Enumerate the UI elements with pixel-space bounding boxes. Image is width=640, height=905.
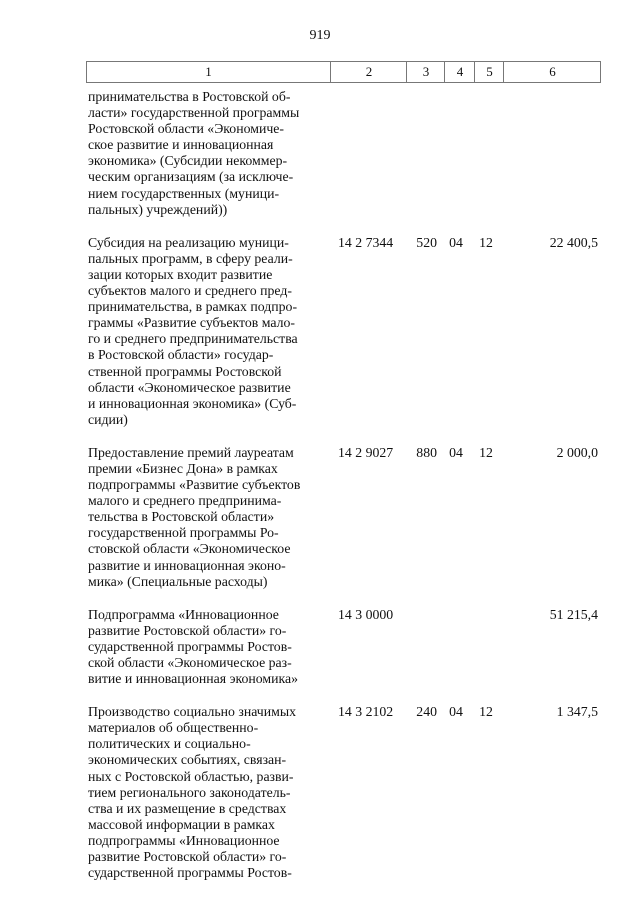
description-line: ласти» государственной программы [88,105,300,121]
description-line: граммы «Развитие субъектов мало- [88,315,295,331]
table-row [88,607,603,687]
subsection-code: 12 [479,704,493,720]
table-row [88,89,603,218]
description-line: зации которых входит развитие [88,266,273,282]
description-line: ства и их размещение в средствах [88,800,287,816]
amount: 51 215,4 [549,606,598,622]
page-number: 919 [309,28,331,43]
subsection-code: 12 [479,444,493,460]
table-row [88,704,603,881]
description-line: развитие Ростовской области» го- [88,622,287,638]
header-col-6: 6 [503,62,601,82]
expense-type: 520 [416,234,437,250]
description-line: развитие и инновационная эконо- [88,557,286,573]
section-code: 04 [449,234,463,250]
header-col-5: 5 [474,62,504,82]
header-col-3: 3 [406,62,445,82]
row-description [88,89,328,218]
target-code: 14 2 9027 [338,444,394,460]
description-line: государственной программы Ро- [88,525,279,541]
row-description [88,607,328,687]
description-line: Ростовской области «Экономиче- [88,121,284,137]
section-code: 04 [449,704,463,720]
header-col-4: 4 [444,62,475,82]
header-col-1: 1 [205,64,212,79]
target-code: 14 2 7344 [338,234,394,250]
description-line: экономика» (Субсидии некоммер- [88,153,288,169]
description-line: материалов об общественно- [88,720,259,736]
description-line: политических и социально- [88,736,251,752]
target-code: 14 3 2102 [338,704,394,720]
description-line: пальных программ, в сферу реали- [88,250,293,266]
description-line: в Ростовской области» государ- [88,347,274,363]
description-line: нием государственных (муници- [88,185,280,201]
description-line: подпрограммы «Инновационное [88,832,280,848]
description-line: развитие Ростовской области» го- [88,849,287,865]
description-line: Предоставление премий лауреатам [88,444,294,460]
description-line: массовой информации в рамках [88,816,275,832]
description-line: субъектов малого и среднего пред- [88,283,292,299]
header-col-2: 2 [330,62,407,82]
description-line: тельства в Ростовской области» [88,509,275,525]
description-line: ных с Ростовской областью, разви- [88,768,294,784]
amount: 1 347,5 [556,704,598,720]
row-description [88,445,328,590]
description-line: тием регионального законодатель- [88,784,291,800]
description-line: сударственной программы Ростов- [88,865,292,881]
description-line: принимательства в Ростовской об- [88,89,291,104]
description-line: области «Экономическое развитие [88,379,291,395]
section-code: 04 [449,444,463,460]
description-line: экономических событиях, связан- [88,752,287,768]
description-line: ской области «Экономическое раз- [88,655,292,670]
amount: 2 000,0 [556,444,598,460]
table-row [88,445,603,590]
description-line: и инновационная экономика» (Суб- [88,395,297,411]
table-header [86,61,601,83]
description-line: подпрограммы «Развитие субъектов [88,477,301,493]
row-description [88,704,328,881]
description-line: малого и среднего предпринима- [88,493,282,509]
description-line: сидии) [88,411,128,427]
table-body [88,89,603,898]
expense-type: 240 [416,704,437,720]
description-line: витие и инновационная экономика» [88,671,299,687]
expense-type: 880 [416,444,437,460]
description-line: сударственной программы Ростов- [88,638,292,654]
description-line: го и среднего предпринимательства [88,331,298,347]
description-line: ственной программы Ростовской [88,363,282,379]
description-line: стовской области «Экономическое [88,541,291,557]
description-line: принимательства, в рамках подпро- [88,299,298,315]
description-line: премии «Бизнес Дона» в рамках [88,460,278,476]
amount: 22 400,5 [549,234,598,250]
description-line: мика» (Специальные расходы) [88,573,268,589]
description-line: пальных) учреждений)) [88,201,228,217]
description-line: Производство социально значимых [88,704,297,720]
description-line: Субсидия на реализацию муници- [88,234,289,250]
description-line: ское развитие и инновационная [88,137,274,153]
description-line: Подпрограмма «Инновационное [88,606,279,622]
subsection-code: 12 [479,234,493,250]
description-line: ческим организациям (за исключе- [88,169,294,185]
row-description [88,235,328,428]
target-code: 14 3 0000 [338,606,394,622]
table-row [88,235,603,428]
